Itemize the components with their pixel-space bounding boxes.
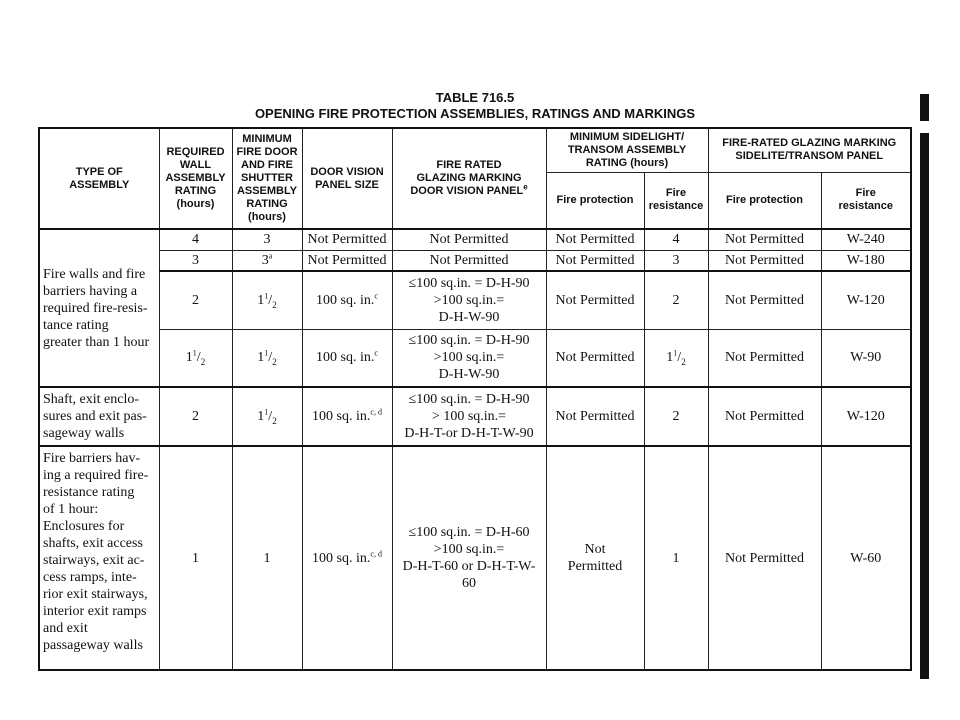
text-line: ≤100 sq.in. = D-H-90 [408,392,530,407]
door-rating-cell: 3$^a$ [232,250,302,271]
door-rating-cell [232,387,302,446]
sidelight-fire-protection-cell: Not Permitted [546,271,644,329]
text-line: sageway walls [43,426,125,441]
assembly-description [39,229,159,387]
panel-size-cell: 100 sq. in.$^c$ [302,329,392,387]
text-line: 60 [462,576,476,591]
sidelight-rating-group-header [546,128,708,172]
text-line: (hours) [248,211,286,223]
revision-bar-top [920,94,929,121]
text-line: FIRE-RATED GLAZING MARKING [722,137,897,150]
text-line: Fire [665,187,687,200]
glazing-marking-cell [392,250,546,271]
text-line: > 100 sq.in.= [431,409,507,424]
marking-fire-resistance-cell: W-60 [821,446,911,670]
text-line: TRANSOM ASSEMBLY [567,143,687,156]
marking-fire-resistance-cell: W-180 [821,250,911,271]
text-line: passageway walls [43,638,143,653]
text-line: WALL [179,159,212,171]
text-line: DOOR VISION PANEL$^e$ [410,182,528,197]
text-line: Shaft, exit enclo- [43,392,140,407]
table-row [39,387,911,446]
table-caption: OPENING FIRE PROTECTION ASSEMBLIES, RATINGS AND MARKINGS [254,106,696,121]
marking-fire-protection-cell: Not Permitted [708,446,821,670]
fraction-value: $1^1/_2$ [257,348,277,368]
sidelight-fire-protection-cell: Not Permitted [546,387,644,446]
text-line: FIRE RATED [436,159,502,171]
glazing-marking-cell [392,229,546,250]
text-line: >100 sq.in.= [433,292,505,308]
text-line: FIRE DOOR [236,146,298,158]
text-line: ing a required fire- [43,468,149,483]
table-number: TABLE 716.5 [435,90,515,105]
fire-resistance-subheader [821,172,911,229]
assembly-description [39,446,159,670]
text-line: MINIMUM SIDELIGHT/ [569,130,685,143]
door-rating-cell [232,329,302,387]
sidelight-fire-resistance-cell: 2 [644,271,708,329]
text-line: Fire [855,187,876,200]
glazing-marking-cell [392,329,546,387]
table-row [39,329,911,387]
marking-fire-resistance-cell: W-120 [821,387,911,446]
text-line: RATING (hours) [585,156,669,169]
text-line: AND FIRE [241,159,293,171]
door-rating-cell [232,271,302,329]
text-line: ASSEMBLY [69,178,130,191]
table-row [39,446,911,670]
marking-fire-protection-cell: Not Permitted [708,387,821,446]
glazing-marking-door-header [392,128,546,229]
text-line: required fire-resis- [43,300,148,316]
text-line: GLAZING MARKING [416,172,522,184]
text-line: Not Permitted [429,252,509,268]
revision-bar-main [920,133,929,679]
wall-rating-cell: 4 [159,229,232,250]
text-line: DOOR VISION [310,165,384,178]
text-line: rior exit stairways, [43,587,148,602]
glazing-marking-cell [392,446,546,670]
text-line: SIDELITE/TRANSOM PANEL [735,150,884,163]
glazing-marking-cell [392,387,546,446]
text-line: D-H-W-90 [438,309,500,325]
text-line: ≤100 sq.in. = D-H-90 [408,275,530,291]
sidelight-fire-protection-cell: Not Permitted [546,329,644,387]
text-line: ≤100 sq.in. = D-H-90 [408,333,530,349]
text-line: PANEL SIZE [315,178,379,191]
fraction-value: $1^1/_2$ [185,348,206,368]
marking-fire-protection-cell: Not Permitted [708,271,821,329]
text-line: greater than 1 hour [43,334,150,350]
text-line: ASSEMBLY [165,172,226,184]
fire-resistance-subheader [644,172,708,229]
text-line: shafts, exit access [43,536,143,551]
text-line: interior exit ramps [43,604,147,619]
wall-rating-cell: 3 [159,250,232,271]
sidelight-fire-resistance-cell: 3 [644,250,708,271]
assembly-description [39,387,159,446]
table-row [39,250,911,271]
sidelight-fire-resistance-cell: 1 [644,446,708,670]
fire-protection-table [38,127,912,671]
wall-rating-cell: 2 [159,387,232,446]
text-line: MINIMUM [242,133,292,145]
text-line: >100 sq.in.= [433,350,505,366]
door-vision-panel-header [302,128,392,229]
text-line: Enclosures for [43,519,125,534]
text-line: barriers having a [43,283,138,299]
fraction-value: $1^1/_2$ [257,291,277,310]
text-line: D-H-W-90 [438,367,500,383]
text-line: RATING [246,198,288,210]
fraction-value: $1^1/_2$ [666,348,686,368]
door-rating-cell: 1 [232,446,302,670]
wall-rating-cell: 1 [159,446,232,670]
fire-door-rating-header [232,128,302,229]
sidelight-fire-protection-cell: Not Permitted [546,446,644,670]
panel-size-cell: Not Permitted [302,250,392,271]
table-row [39,229,911,250]
table-header [39,128,911,229]
text-line: RATING [174,185,217,197]
text-line: stairways, exit ac- [43,553,145,568]
sidelight-fire-resistance-cell: 4 [644,229,708,250]
marking-fire-resistance-cell: W-120 [821,271,911,329]
marking-fire-resistance-cell: W-240 [821,229,911,250]
marking-fire-protection-cell: Not Permitted [708,250,821,271]
text-line: >100 sq.in.= [433,542,505,557]
text-line: resistance [648,200,704,213]
glazing-marking-sidelite-header [708,128,911,172]
text-line: ASSEMBLY [236,185,298,197]
sidelight-fire-resistance-cell [644,329,708,387]
text-line: SHUTTER [241,172,293,184]
fire-protection-subheader: Fire protection [546,172,644,229]
text-line: (hours) [176,198,215,210]
table-body [39,229,911,670]
wall-rating-cell: 2 [159,271,232,329]
wall-rating-cell [159,329,232,387]
text-line: Fire walls and fire [43,266,146,282]
text-line: REQUIRED [166,146,225,158]
text-line: sures and exit pas- [43,409,147,424]
text-line: resistance [838,200,893,213]
text-line: ≤100 sq.in. = D-H-60 [408,525,530,540]
text-line: Not Permitted [429,232,509,248]
text-line: cess ramps, inte- [43,570,137,585]
text-line: tance rating [43,317,109,333]
table-row [39,271,911,329]
glazing-marking-cell [392,271,546,329]
text-line: of 1 hour: [43,502,99,517]
text-line: TYPE OF [75,165,123,178]
panel-size-cell: 100 sq. in.$^c$ [302,271,392,329]
header-row [39,128,911,172]
text-line: Fire barriers hav- [43,451,141,466]
text-line: D-H-T-60 or D-H-T-W- [402,559,536,574]
panel-size-cell: Not Permitted [302,229,392,250]
marking-fire-resistance-cell: W-90 [821,329,911,387]
panel-size-cell: 100 sq. in.$^{c, d}$ [302,387,392,446]
text-line: and exit [43,621,88,636]
marking-fire-protection-cell: Not Permitted [708,329,821,387]
panel-size-cell: 100 sq. in.$^{c, d}$ [302,446,392,670]
door-rating-cell: 3 [232,229,302,250]
required-wall-rating-header [159,128,232,229]
marking-fire-protection-cell: Not Permitted [708,229,821,250]
sidelight-fire-protection-cell: Not Permitted [546,250,644,271]
table-title [240,90,710,122]
type-of-assembly-header [39,128,159,229]
fire-protection-subheader: Fire protection [708,172,821,229]
sidelight-fire-protection-cell: Not Permitted [546,229,644,250]
fraction-value: $1^1/_2$ [257,407,277,426]
text-line: D-H-T-or D-H-T-W-90 [404,426,534,441]
sidelight-fire-resistance-cell: 2 [644,387,708,446]
text-line: resistance rating [43,485,135,500]
